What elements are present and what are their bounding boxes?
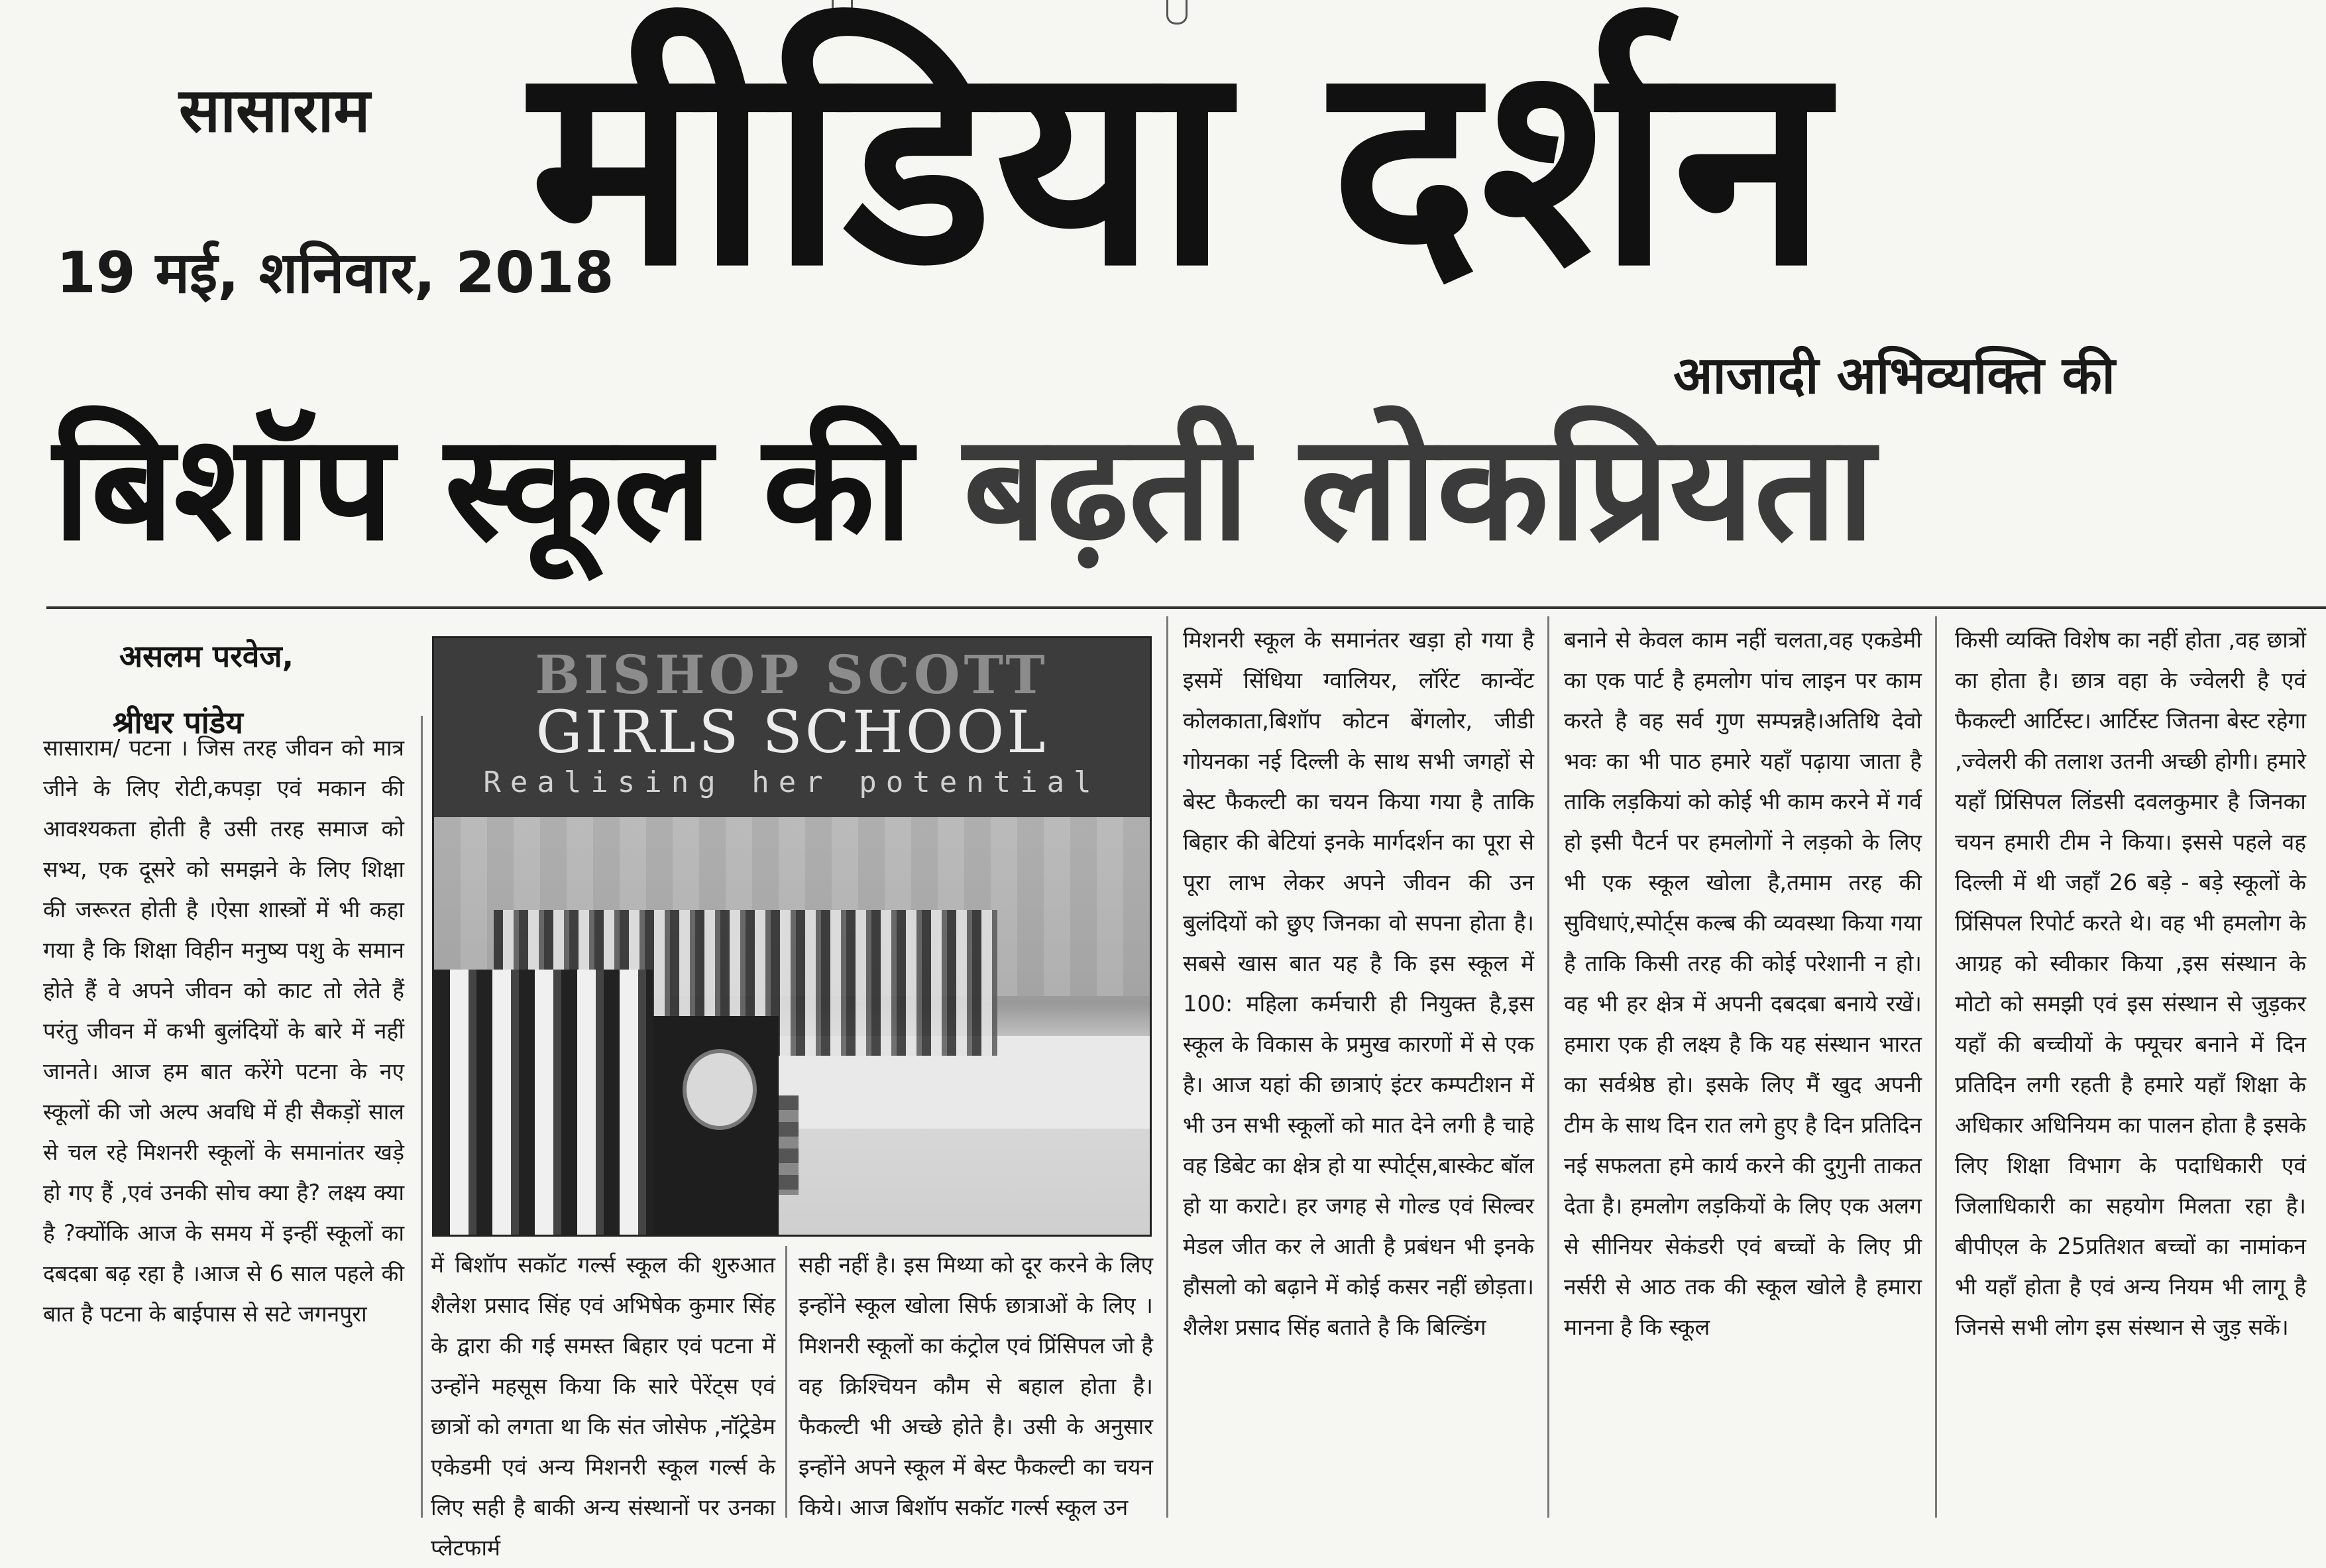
headline-part-1: बिशॉप स्कूल की [53,403,913,573]
byline-author-2: श्रीधर पांडेय [113,704,243,740]
headline-divider [46,606,2326,609]
masthead-tagline: आजादी अभिव्यक्ति की [1673,346,2115,406]
article-column-2: में बिशॉप सकॉट गर्ल्स स्कूल की शुरुआत शैलेश प्रसाद सिंह एवं अभिषेक कुमार सिंह के द्वारा की गई समस्त बिहार एवं पटना में उन्होंने महसूस किया कि सारे पेरेंट्स एवं छात्रों को लगता था कि संत जोसेफ ,नॉट्रेडेम एकेडमी एवं अन्य मिशनरी स्कूल गर्ल्स के लिए सही है बाकी अन्य संस्थानों पर उनका प्लेटफार्म [431,1252,775,1561]
article-column-5: बनाने से केवल काम नहीं चलता,वह एकडेमी का एक पार्ट है हमलोग पांच लाइन पर काम करते है वह सर्व गुण सम्पन्नहै।अतिथि देवो भवः का भी पाठ हमारे यहाँ पढ़ाया जाता है ताकि लड़कियां को कोई भी काम करने में गर्व हो इसी पैटर्न पर हमलोगों ने लड़को के लिए भी एक स्कूल खोला है,तमाम तरह की सुविधाएं,स्पोर्ट्स कल्ब की व्यवस्था किया गया है ताकि किसी तरह की कोई परेशानी न हो। वह भी हर क्षेत्र में अपनी दबदबा बनाये रखें। हमारा एक ही लक्ष्य है कि यह संस्थान भारत का सर्वश्रेष्ठ हो। इसके लिए मैं खुद अपनी टीम के साथ दिन रात लगे हुए है दिन प्रतिदिन नई सफलता हमे कार्य करने की दुगुनी ताकत देता है। हमलोग लड़कियों के लिए एक अलग से सीनियर सेकंडरी एवं बच्चों के लिए प्री नर्सरी से आठ तक की स्कूल खोले है हमारा मानना है कि स्कूल [1564,627,1922,1340]
headline-part-2: बढ़ती लोकप्रियता [963,403,1875,573]
article-column-1: सासाराम/ पटना । जिस तरह जीवन को मात्र जीने के लिए रोटी,कपड़ा एवं मकान की आवश्यकता होती है उसी तरह समाज को सभ्य, एक दूसरे को समझने के लिए शिक्षा की जरूरत होती है ।ऐसा शास्त्रों में भी कहा गया है कि शिक्षा विहीन मनुष्य पशु के समान होते हैं वे अपने जीवन को काट तो लेते हैं परंतु जीवन में कभी बुलंदियों के बारे में नहीं जानते। आज हम बात करेंगे पटना के नए स्कूलों की जो अल्प अवधि में ही सैकड़ों साल से चल रहे मिशनरी स्कूलों के समानांतर खड़े हो गए हैं ,एवं उनकी सोच क्या है? लक्ष्य क्या है ?क्योंकि आज के समय में इन्हीं स्कूलों का दबदबा बढ़ रहा है ।आज से 6 साल पहले की बात है पटना के बाईपास से सटे जगनपुरा [43,735,404,1327]
assembly-scene [434,817,1150,1235]
banner-school-name: BISHOP SCOTT [535,644,1049,706]
podium [653,1016,779,1235]
school-banner [434,638,1150,817]
school-photo [432,636,1152,1237]
article-column-4: मिशनरी स्कूल के समानंतर खड़ा हो गया है इसमें सिंधिया ग्वालियर, लॉरेंट कान्वेंट कोलकाता,बिशॉप कोटन बेंगलोर, जीडी गोयनका नई दिल्ली के साथ सभी जगहों से बेस्ट फैकल्टी का चयन किया गया है ताकि बिहार की बेटियां इनके मार्गदर्शन का पूरा से पूरा लाभ लेकर अपने जीवन की उन बुलंदियों को छुए जिनका वो सपना होता है। सबसे खास बात यह है कि इस स्कूल में 100: महिला कर्मचारी ही नियुक्त है,इस स्कूल के विकास के प्रमुख कारणों में से एक है। आज यहां की छात्राएं इंटर कम्पटीशन में भी उन सभी स्कूलों को मात देने लगी है चाहे वह डिबेट का क्षेत्र हो या स्पोर्ट्स,बास्केट बॉल हो या कराटे। हर जगह से गोल्ड एवं सिल्वर मेडल जीत कर ले आती है प्रबंधन भी इनके हौसलो को बढ़ाने में कोई कसर नहीं छोड़ता। शैलेश प्रसाद सिंह बताते है कि बिल्डिंग [1183,627,1534,1340]
byline-author-1: असलम परवेज, [119,638,294,674]
article-column-6: किसी व्यक्ति विशेष का नहीं होता ,वह छात्रों का होता है। छात्र वहा के ज्वेलरी है एवं फैकल्टी आर्टिस्ट। आर्टिस्ट जितना बेस्ट रहेगा ,ज्वेलरी की तलाश उतनी अच्छी होगी। हमारे यहाँ प्रिंसिपल लिंडसी दवलकुमार है जिनका चयन हमारी टीम ने किया। इससे पहले वह दिल्ली में थी जहाँ 26 बड़े - बड़े स्कूलों के प्रिंसिपल रिपोर्ट करते थे। वह भी हमलोग के आग्रह को स्वीकार किया ,इस संस्थान के मोटो को समझी एवं इस संस्थान से जुड़कर यहाँ की बच्चीयों के फ्यूचर बनाने में दिन प्रतिदिन लगी रहती है हमारे यहाँ शिक्षा के अधिकार अधिनियम का पालन होता है इसके लिए शिक्षा विभाग के पदाधिकारी एवं जिलाधिकारी का सहयोग मिलता रहा है। बीपीएल के 25प्रतिशत बच्चों का नामांकन भी यहाँ होता है एवं अन्य नियम भी लागू है जिनसे सभी लोग इस संस्थान से जुड़ सकें। [1955,627,2306,1340]
column-rule [1547,616,1549,1518]
column-rule [1935,616,1937,1518]
banner-motto: Realising her potential [483,765,1101,799]
newspaper-masthead: मीडिया दर्शन [530,3,1830,327]
column-rule [785,1246,787,1518]
article-headline [53,403,1875,573]
column-rule [421,716,423,1518]
school-crest-icon [683,1049,757,1130]
banner-school-type: GIRLS SCHOOL [535,698,1048,766]
dateline-date: 19 मई, शनिवार, 2018 [56,240,614,306]
dateline-place: सासाराम [179,75,370,146]
column-rule [1166,616,1168,1518]
article-column-3: सही नहीं है। इस मिथ्या को दूर करने के लिए इन्होंने स्कूल खोला सिर्फ छात्राओं के लिए ।मिशनरी स्कूलों का कंट्रोल एवं प्रिंसिपल जो है वह क्रिश्चियन कौम से बहाल होता है। फैकल्टी भी अच्छे होते है। उसी के अनुसार इन्होंने अपने स्कूल में बेस्ट फैकल्टी का चयन किये। आज बिशॉप सकॉट गर्ल्स स्कूल उन [799,1252,1153,1520]
front-students [434,970,653,1235]
